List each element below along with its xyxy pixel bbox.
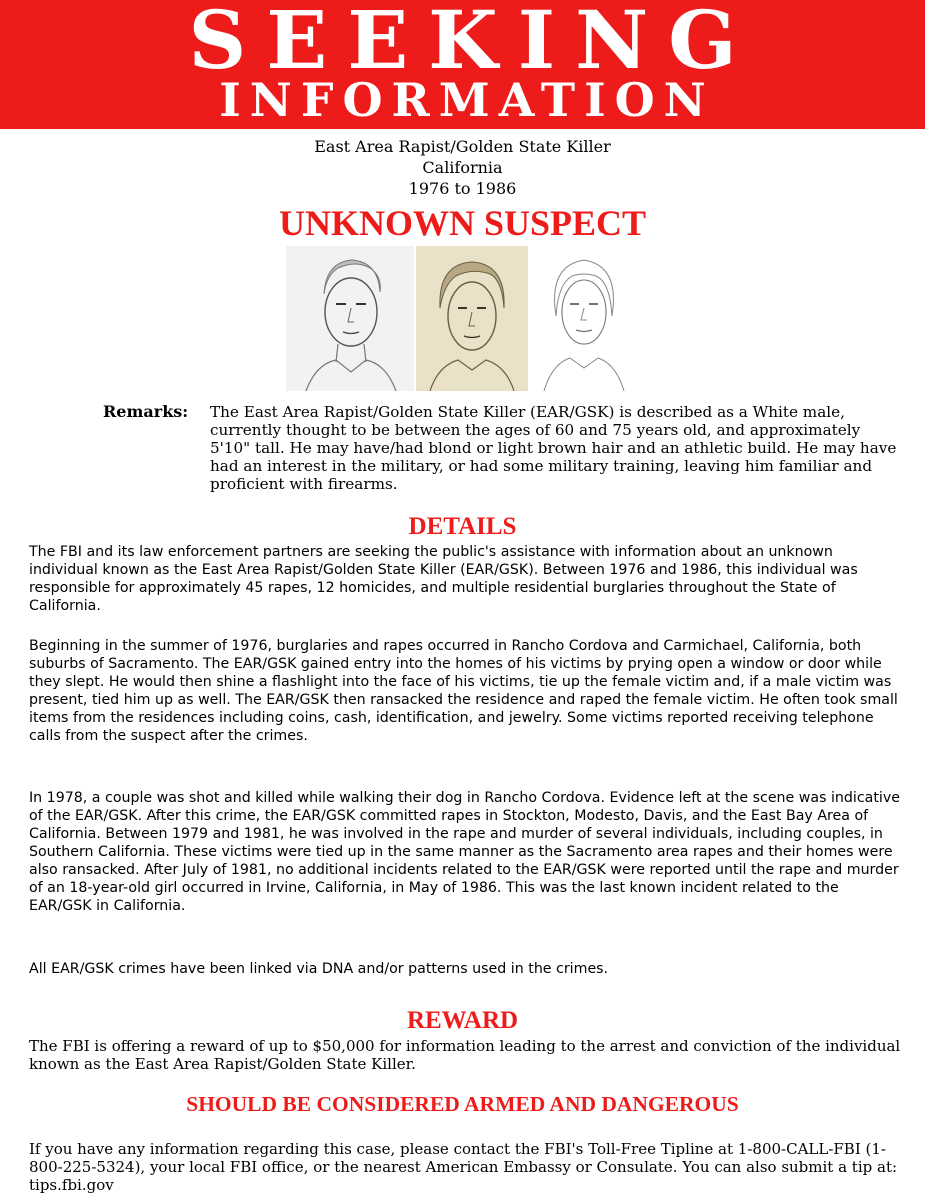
contact-text: If you have any information regarding this case, please contact the FBI's Toll-Free Tipline at 1-800-CALL-FBI (1-800-225-5324), your local FBI office, or the nearest American Embassy or Consulate. You can also submit a tip at: tips.fbi.gov <box>29 1140 898 1194</box>
suspect-sketch-3[interactable] <box>530 246 638 391</box>
details-paragraph-2: Beginning in the summer of 1976, burglaries and rapes occurred in Rancho Cordova and Carmichael, California, both suburbs of Sacramento. The EAR/GSK gained entry into the homes of his victims by prying open a window or door while they slept. He would then shine a flashlight into the face of his victims, tie up the female victim and, if a male victim was present, tied him up as well. The EAR/GSK then ransacked the residence and raped the female victim. He often took small items from the residences including coins, cash, identification, and jewelry. Some victims reported receiving telephone calls from the suspect after the crimes. <box>29 638 898 744</box>
banner-title: SEEKING <box>188 0 757 87</box>
armed-dangerous-warning: SHOULD BE CONSIDERED ARMED AND DANGEROUS <box>186 1092 739 1116</box>
details-paragraph-3: In 1978, a couple was shot and killed while walking their dog in Rancho Cordova. Evidence left at the scene was indicative of the EAR/GSK. After this crime, the EAR/GSK committed rapes in Stockton, Modesto, Davis, and the East Bay Area of California. Between 1979 and 1981, he was involved in the rape and murder of several individuals, including couples, in Southern California. These victims were tied up in the same manner as the Sacramento area rapes and their homes were also ransacked. After July of 1981, no additional incidents related to the EAR/GSK were reported until the rape and murder of an 18-year-old girl occurred in Irvine, California, in May of 1986. This was the last known incident related to the EAR/GSK in California. <box>29 790 900 914</box>
details-heading: DETAILS <box>408 513 517 540</box>
case-location: California <box>422 158 503 177</box>
suspect-heading: UNKNOWN SUSPECT <box>278 203 647 243</box>
reward-heading: REWARD <box>406 1007 519 1034</box>
sketch-sepia-face-icon <box>416 246 528 391</box>
suspect-sketch-1[interactable] <box>286 246 414 391</box>
sketch-line-face-icon <box>530 246 638 391</box>
case-name: East Area Rapist/Golden State Killer <box>314 137 611 156</box>
suspect-sketch-2[interactable] <box>416 246 528 391</box>
sketch-pencil-face-icon <box>286 246 414 391</box>
details-paragraph-4: All EAR/GSK crimes have been linked via DNA and/or patterns used in the crimes. <box>29 961 609 977</box>
case-dates: 1976 to 1986 <box>408 179 517 198</box>
details-paragraph-1: The FBI and its law enforcement partners are seeking the public's assistance with information about an unknown individual known as the East Area Rapist/Golden State Killer (EAR/GSK). Between 1976 and 1986, this individual was responsible for approximately 45 rapes, 12 homicides, and multiple residential burglaries throughout the State of California. <box>29 544 858 614</box>
banner-subtitle: INFORMATION <box>219 73 715 127</box>
remarks-text: The East Area Rapist/Golden State Killer (EAR/GSK) is described as a White male, currently thought to be between the ages of 60 and 75 years old, and approximately 5'10" tall. He may have/had blond or light brown hair and an athletic build. He may have had an interest in the military, or had some military training, leaving him familiar and proficient with firearms. <box>210 403 897 493</box>
reward-text: The FBI is offering a reward of up to $50,000 for information leading to the arrest and conviction of the individual known as the East Area Rapist/Golden State Killer. <box>29 1037 901 1073</box>
remarks-label: Remarks: <box>103 402 189 421</box>
seeking-information-banner <box>0 0 925 129</box>
